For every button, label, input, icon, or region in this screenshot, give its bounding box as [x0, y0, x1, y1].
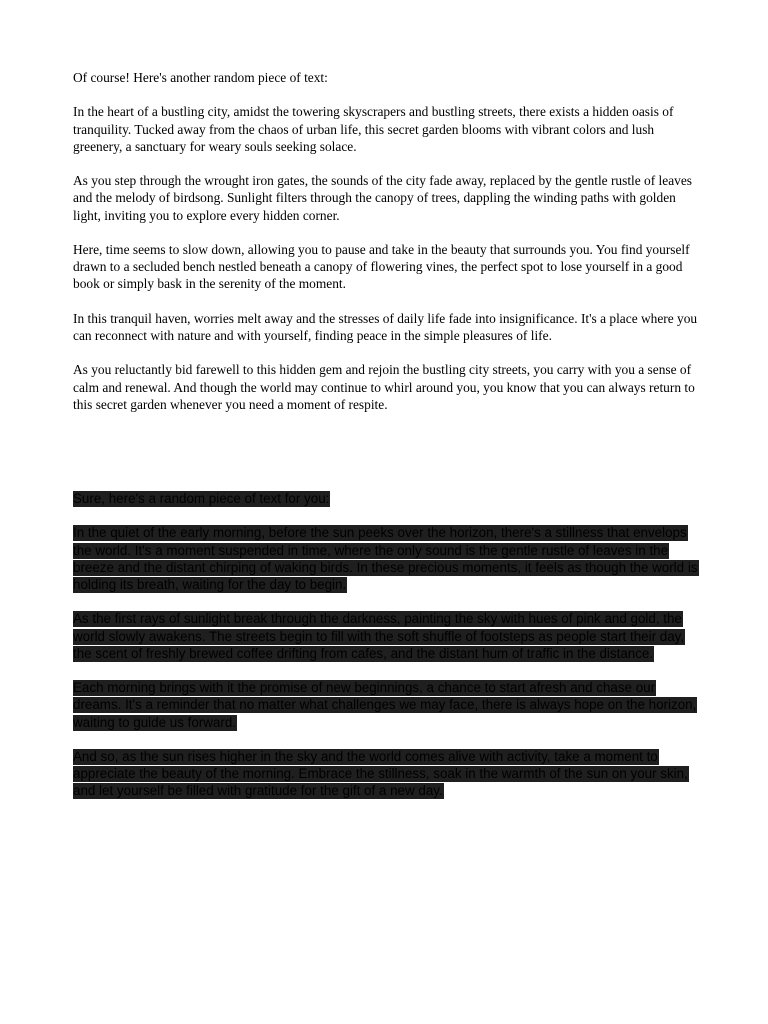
- second-text-section-selected[interactable]: [73, 490, 698, 817]
- second-section-paragraph-4-line: [73, 748, 698, 800]
- second-section-intro[interactable]: Sure, here's a random piece of text for you:: [73, 491, 330, 506]
- first-section-paragraph-5: As you reluctantly bid farewell to this hidden gem and rejoin the bustling city streets, you carry with you a sense of calm and renewal. And though the world may continue to whirl around you, you know that you can always return to this secret garden whenever you need a moment of respite.: [73, 362, 695, 412]
- second-section-paragraph-2[interactable]: As the first rays of sunlight break through the darkness, painting the sky with hues of pink and gold, the world slowly awakens. The streets begin to fill with the soft shuffle of footsteps as people start their day, the scent of freshly brewed coffee drifting from cafes, and the distant hum of traffic in the distance.: [73, 611, 685, 661]
- second-section-intro-line: [73, 490, 698, 507]
- first-section-paragraph-3: Here, time seems to slow down, allowing you to pause and take in the beauty that surrounds you. You find yourself drawn to a secluded bench nestled beneath a canopy of flowering vines, the perfect spot to lose yourself in a good book or simply bask in the serenity of the moment.: [73, 241, 690, 292]
- second-section-paragraph-3[interactable]: Each morning brings with it the promise of new beginnings, a chance to start afresh and chase our dreams. It's a reminder that no matter what challenges we may face, there is always hope on the horizon, waiting to guide us forward.: [73, 680, 697, 730]
- second-section-paragraph-2-line: [73, 610, 698, 662]
- first-section-paragraph-4: In this tranquil haven, worries melt away and the stresses of daily life fade into insignificance. It's a place where you can reconnect with nature and with yourself, finding peace in the simple pleasures of life.: [73, 310, 698, 343]
- second-section-paragraph-1[interactable]: In the quiet of the early morning, before the sun peeks over the horizon, there's a stillness that envelops the world. It's a moment suspended in time, where the only sound is the gentle rustle of leaves in the breeze and the distant chirping of waking birds. In these precious moments, it feels as though the world is holding its breath, waiting for the day to begin.: [73, 525, 698, 592]
- first-text-section: [73, 69, 698, 430]
- first-section-paragraph-2: As you step through the wrought iron gates, the sounds of the city fade away, replaced by the gentle rustle of leaves and the melody of birdsong. Sunlight filters through the canopy of trees, dappling the winding paths with golden light, inviting you to explore every hidden corner.: [73, 173, 693, 223]
- first-section-intro: Of course! Here's another random piece of text:: [73, 70, 328, 85]
- second-section-paragraph-1-line: [73, 524, 698, 593]
- first-section-paragraph-1: In the heart of a bustling city, amidst the towering skyscrapers and bustling streets, there exists a hidden oasis of tranquility. Tucked away from the chaos of urban life, this secret garden blooms with vibrant colors and lush greenery, a sanctuary for weary souls seeking solace.: [73, 104, 674, 154]
- second-section-paragraph-4[interactable]: And so, as the sun rises higher in the sky and the world comes alive with activity, take a moment to appreciate the beauty of the morning. Embrace the stillness, soak in the warmth of the sun on your skin, and let yourself be filled with gratitude for the gift of a new day.: [73, 748, 688, 799]
- second-section-paragraph-3-line: [73, 679, 698, 731]
